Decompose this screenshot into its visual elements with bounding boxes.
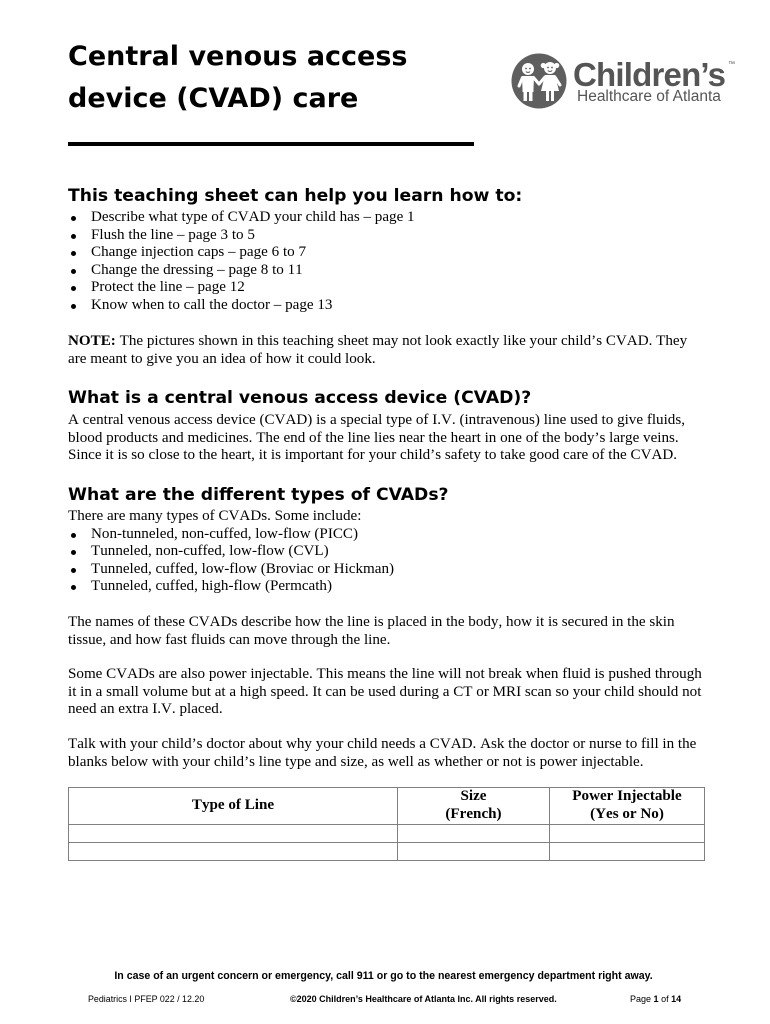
list-item bbox=[68, 297, 706, 315]
list-item-text: Change the dressing – page 8 to 11 bbox=[91, 261, 303, 278]
children-holding-hands-emblem-icon bbox=[511, 53, 567, 109]
page-total: 14 bbox=[671, 994, 682, 1004]
note-label: NOTE: bbox=[68, 333, 116, 349]
bullet-icon bbox=[71, 585, 76, 590]
blank-cell-type-of-line bbox=[69, 825, 398, 843]
what-is-cvad-paragraph: A central venous access device (CVAD) is a special type of I.V. (intravenous) line used to give fluids, blood products and medicines. The end of the line lies near the heart in one of the body’s large veins. Since it is so close to the heart, it is important for your child’s safety to take good care of the CVAD. bbox=[68, 412, 685, 464]
cvad-types-heading: What are the different types of CVADs? bbox=[68, 485, 449, 505]
page-label: Page bbox=[630, 994, 652, 1004]
list-item bbox=[68, 227, 706, 245]
bullet-icon bbox=[71, 251, 76, 256]
note-paragraph bbox=[68, 333, 706, 368]
list-item-text: Tunneled, cuffed, low-flow (Broviac or Hickman) bbox=[91, 560, 395, 577]
talk-with-doctor-paragraph: Talk with your child’s doctor about why your child needs a CVAD. Ask the doctor or nurse to fill in the blanks below with your child’s line type and size, as well as whether or not is power injectable. bbox=[68, 736, 697, 770]
intro-heading: This teaching sheet can help you learn how to: bbox=[68, 186, 523, 206]
header-subtext: (Yes or No) bbox=[590, 806, 664, 822]
list-item bbox=[68, 578, 706, 596]
list-item-text: Protect the line – page 12 bbox=[91, 279, 245, 296]
header-subtext: (French) bbox=[445, 806, 502, 822]
cvad-types-block bbox=[68, 508, 706, 596]
table-row bbox=[69, 843, 705, 861]
bullet-icon bbox=[71, 216, 76, 221]
list-item bbox=[68, 244, 706, 262]
page-current: 1 bbox=[653, 994, 659, 1004]
list-item-text: Change injection caps – page 6 to 7 bbox=[91, 244, 307, 261]
list-item bbox=[68, 262, 706, 280]
list-item bbox=[68, 209, 706, 227]
bullet-icon bbox=[71, 568, 76, 573]
logo-wordmark: Children’s bbox=[573, 56, 726, 93]
blank-cell-size bbox=[398, 843, 550, 861]
what-is-cvad-heading: What is a central venous access device (CVAD)? bbox=[68, 388, 532, 408]
list-item bbox=[68, 543, 706, 561]
page-number bbox=[630, 993, 681, 1005]
topics-list bbox=[68, 209, 706, 315]
page-of-label: of bbox=[661, 994, 669, 1004]
header-text: Power Injectable bbox=[572, 788, 682, 805]
blank-cell-type-of-line bbox=[69, 843, 398, 861]
title-underline bbox=[68, 142, 474, 146]
power-injectable-paragraph: Some CVADs are also power injectable. This means the line will not break when fluid is pushed through it in a small volume but at a high speed. It can be used during a CT or MRI scan so your child should not need an extra I.V. placed. bbox=[68, 666, 702, 718]
list-item-text: Know when to call the doctor – page 13 bbox=[91, 296, 333, 313]
document-title: Central venous access device (CVAD) care bbox=[68, 41, 408, 114]
trademark-symbol: ™ bbox=[728, 61, 735, 68]
list-item-text: Describe what type of CVAD your child has – page 1 bbox=[91, 209, 415, 225]
document-code: Pediatrics I PFEP 022 / 12.20 bbox=[88, 994, 205, 1004]
list-item bbox=[68, 279, 706, 297]
list-item-text: Flush the line – page 3 to 5 bbox=[91, 226, 255, 243]
column-header-power-injectable bbox=[550, 788, 705, 825]
list-item-text: Tunneled, cuffed, high-flow (Permcath) bbox=[91, 578, 332, 595]
copyright-notice: ©2020 Children’s Healthcare of Atlanta Inc. All rights reserved. bbox=[290, 994, 557, 1004]
blank-cell-size bbox=[398, 825, 550, 843]
cvad-types-intro: There are many types of CVADs. Some include: bbox=[68, 508, 362, 524]
bullet-icon bbox=[71, 550, 76, 555]
header-text: Size bbox=[460, 788, 487, 805]
header-text: Type of Line bbox=[191, 797, 275, 814]
cvad-types-list bbox=[68, 526, 706, 596]
bullet-icon bbox=[71, 304, 76, 309]
list-item bbox=[68, 561, 706, 579]
logo-tagline: Healthcare of Atlanta bbox=[577, 88, 721, 105]
blank-cell-power-injectable bbox=[550, 843, 705, 861]
table-header-row bbox=[69, 788, 705, 825]
emergency-notice: In case of an urgent concern or emergency, call 911 or go to the nearest emergency department right away. bbox=[114, 970, 653, 982]
table-row bbox=[69, 825, 705, 843]
line-info-table bbox=[68, 787, 705, 861]
list-item-text: Non-tunneled, non-cuffed, low-flow (PICC) bbox=[91, 525, 359, 542]
blank-cell-power-injectable bbox=[550, 825, 705, 843]
column-header-type-of-line bbox=[69, 788, 398, 825]
bullet-icon bbox=[71, 286, 76, 291]
list-item-text: Tunneled, non-cuffed, low-flow (CVL) bbox=[91, 543, 329, 560]
list-item bbox=[68, 526, 706, 544]
bullet-icon bbox=[71, 533, 76, 538]
emblem-svg bbox=[511, 53, 567, 109]
column-header-size bbox=[398, 788, 550, 825]
bullet-icon bbox=[71, 269, 76, 274]
bullet-icon bbox=[71, 234, 76, 239]
cvad-names-paragraph: The names of these CVADs describe how the line is placed in the body, how it is secured in the skin tissue, and how fast fluids can move through the line. bbox=[68, 614, 675, 648]
note-text: The pictures shown in this teaching sheet may not look exactly like your child’s CVAD. They are meant to give you an idea of how it could look. bbox=[68, 333, 688, 367]
